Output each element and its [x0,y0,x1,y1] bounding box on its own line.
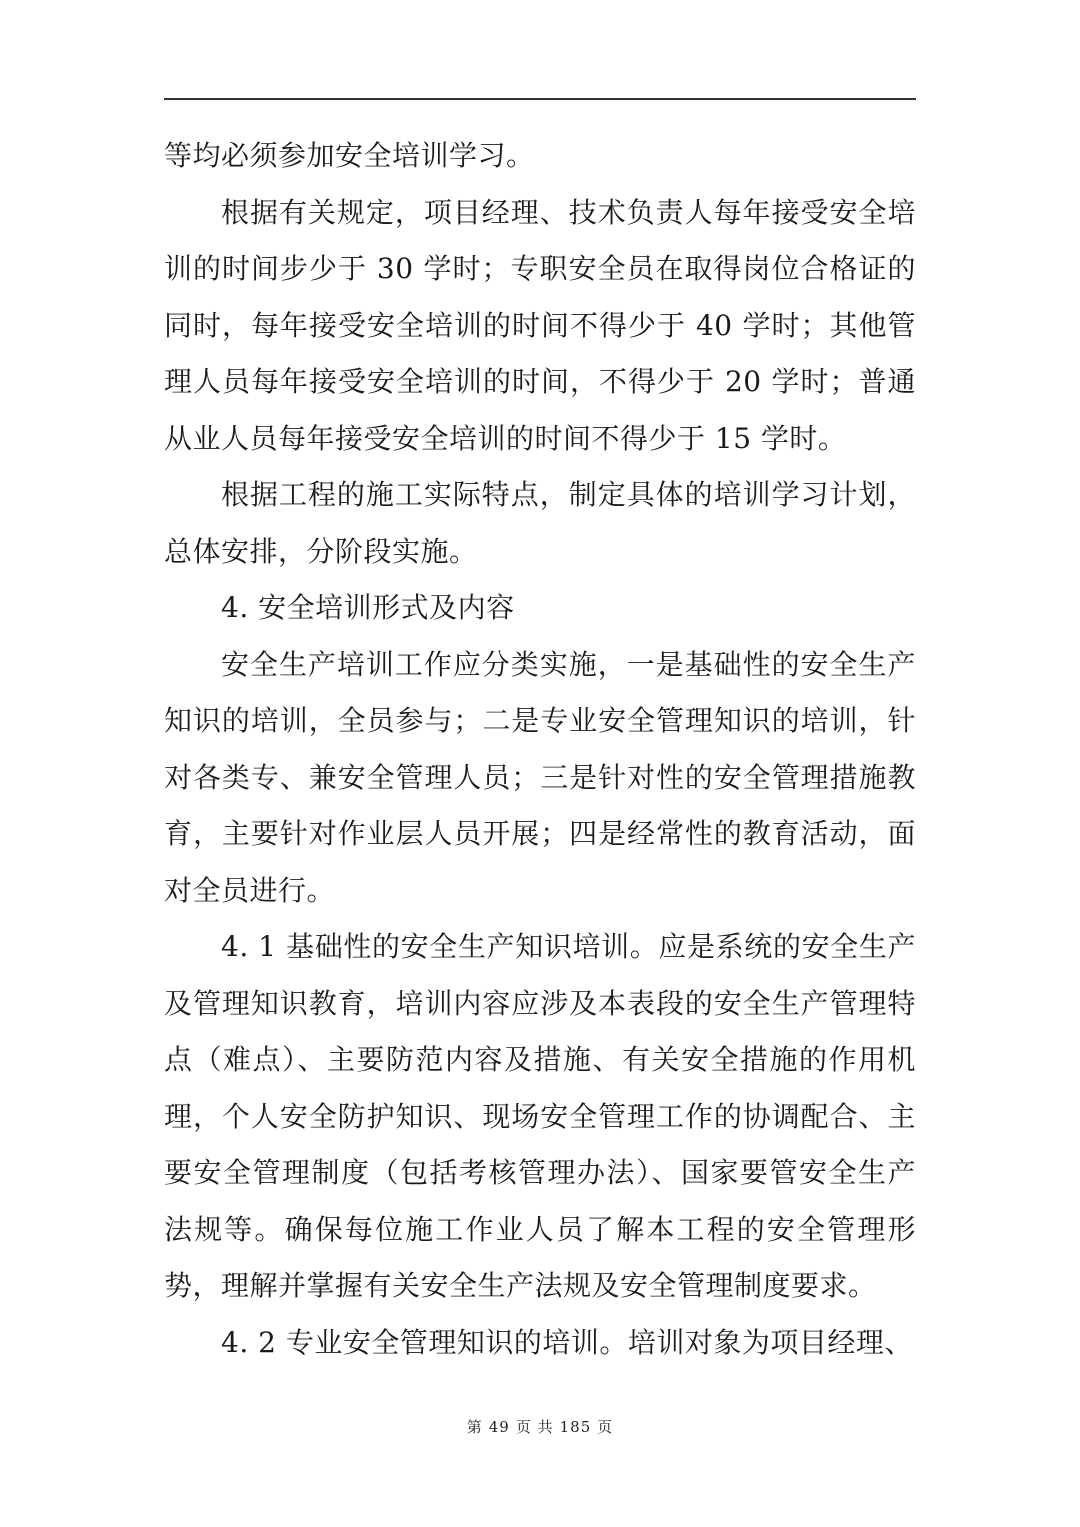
section-heading-4: 4. 安全培训形式及内容 [221,591,515,624]
footer-total-pages: 185 [559,1418,592,1436]
paragraph-5: 安全生产培训工作应分类实施，一是基础性的安全生产知识的培训，全员参与；二是专业安全管理知识的培训，针对各类专、兼安全管理人员；三是针对性的安全管理措施教育，主要针对作业层人员开展；四是经常性的教育活动，面对全员进行。 [164,647,916,907]
paragraph-4-1: 4. 1 基础性的安全生产知识培训。应是系统的安全生产及管理知识教育，培训内容应涉及本表段的安全生产管理特点（难点）、主要防范内容及措施、有关安全措施的作用机理，个人安全防护知识、现场安全管理工作的协调配合、主要安全管理制度（包括考核管理办法）、国家要管安全生产法规等。确保每位施工作业人员了解本工程的安全管理形势，理解并掌握有关安全生产法规及安全管理制度要求。 [164,930,916,1302]
page-footer [0,1416,1080,1437]
footer-prefix: 第 [466,1418,483,1436]
footer-suffix: 页 [597,1418,614,1436]
footer-middle: 页 共 [515,1418,554,1436]
document-body [164,128,916,1371]
paragraph-3: 根据工程的施工实际特点，制定具体的培训学习计划，总体安排，分阶段实施。 [164,478,916,568]
paragraph-2: 根据有关规定，项目经理、技术负责人每年接受安全培训的时间步少于 30 学时；专职安全员在取得岗位合格证的同时，每年接受安全培训的时间不得少于 40 学时；其他管理人员每年接受安全培训的时间，不得少于 20 学时；普通从业人员每年接受安全培训的时间不得少于 15 学时。 [164,195,916,455]
footer-page-number: 49 [488,1418,510,1436]
paragraph-1: 等均必须参加安全培训学习。 [164,139,535,172]
paragraph-4-2: 4. 2 专业安全管理知识的培训。培训对象为项目经理、 [221,1325,913,1359]
header-rule [164,98,916,100]
